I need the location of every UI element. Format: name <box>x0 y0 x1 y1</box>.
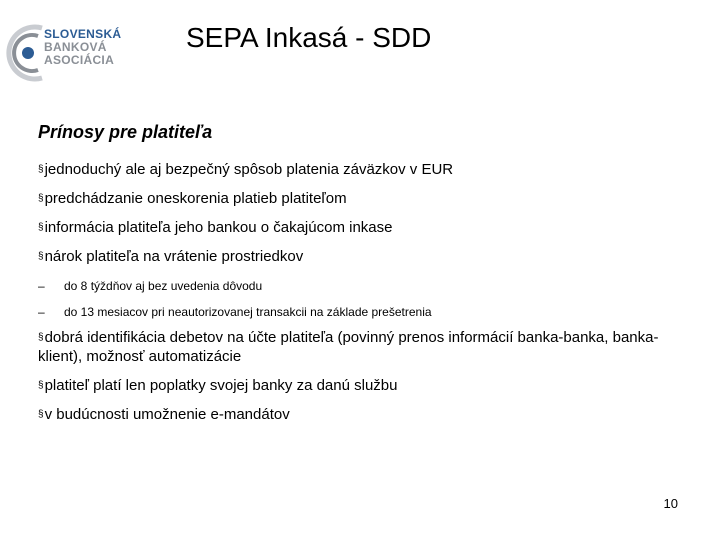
sub-bullet-text: do 13 mesiacov pri neautorizovanej transakcii na základe prešetrenia <box>64 305 432 319</box>
bullet-mark-icon: § <box>38 332 44 343</box>
bullet-text: v budúcnosti umožnenie e-mandátov <box>44 406 290 423</box>
bullet-mark-icon: § <box>38 251 44 262</box>
logo-emblem-icon <box>6 20 46 86</box>
dash-icon: – <box>38 305 45 319</box>
sub-bullet-text: do 8 týždňov aj bez uvedenia dôvodu <box>64 279 263 293</box>
bullet-item <box>38 405 678 424</box>
bullet-item <box>38 218 678 237</box>
bullet-text: informácia platiteľa jeho bankou o čakajúcom inkase <box>44 219 393 236</box>
logo-text-line-2: BANKOVÁ <box>44 40 107 54</box>
bullet-text: jednoduchý ale aj bezpečný spôsob platenia záväzkov v EUR <box>44 161 454 178</box>
bullet-item <box>38 247 678 266</box>
slide-subtitle: Prínosy pre platiteľa <box>38 122 213 142</box>
bullet-item <box>38 189 678 208</box>
bullet-item <box>38 160 678 179</box>
page-number: 10 <box>663 496 678 511</box>
bullet-text: predchádzanie oneskorenia platieb platiteľom <box>44 190 347 207</box>
bullet-item <box>38 376 678 395</box>
bullet-item <box>38 328 678 366</box>
bullet-text: nárok platiteľa na vrátenie prostriedkov <box>44 248 304 265</box>
slide-content <box>38 160 678 424</box>
dash-icon: – <box>38 279 45 293</box>
sub-bullet-item <box>38 278 678 294</box>
sub-bullet-item <box>38 304 678 320</box>
bullet-text: platiteľ platí len poplatky svojej banky za danú službu <box>44 377 398 394</box>
bullet-text: dobrá identifikácia debetov na účte platiteľa (povinný prenos informácií banka-banka, banka-klient), možnosť automatizácie <box>38 329 659 365</box>
bullet-mark-icon: § <box>38 222 44 233</box>
slide-title: SEPA Inkasá - SDD <box>186 22 432 53</box>
bullet-mark-icon: § <box>38 409 44 420</box>
logo-text-line-3: ASOCIÁCIA <box>44 53 115 67</box>
logo <box>6 20 130 86</box>
bullet-mark-icon: § <box>38 164 44 175</box>
logo-text-line-1: SLOVENSKÁ <box>44 27 122 41</box>
bullet-mark-icon: § <box>38 380 44 391</box>
bullet-mark-icon: § <box>38 193 44 204</box>
